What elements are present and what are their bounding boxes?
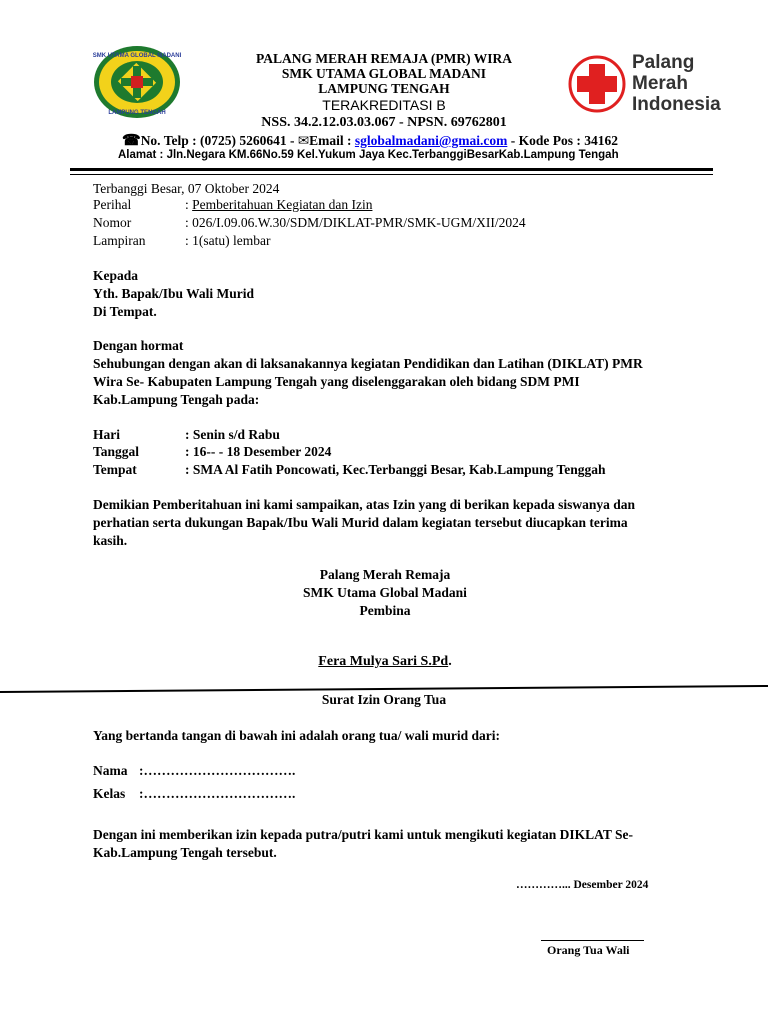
addressee-2: Yth. Bapak/Ibu Wali Murid: [93, 286, 255, 301]
letterhead: [184, 51, 584, 96]
perihal-colon: :: [185, 197, 193, 212]
nama-row: [93, 763, 295, 779]
nomor-value: 026/I.09.06.W.30/SDM/DIKLAT-PMR/SMK-UGM/XII/2024: [192, 215, 526, 230]
sig-org: Palang Merah Remaja: [319, 567, 451, 582]
signer-dot: .: [448, 654, 452, 669]
contact-line: [122, 131, 618, 150]
body-line-3: Kab.Lampung Tengah pada:: [93, 392, 260, 407]
closing-line-2: perhatian serta dukungan Bapak/Ibu Wali Murid dalam kegiatan tersebut diucapkan terima: [93, 515, 628, 530]
place-date: Terbanggi Besar, 07 Oktober 2024: [93, 181, 280, 196]
phone-text: No. Telp : (0725) 5260641 -: [140, 133, 298, 148]
permit-title: Surat Izin Orang Tua: [321, 692, 447, 707]
pmi-line2: Merah: [632, 73, 688, 94]
body-line-1: Sehubungan dengan akan di laksanakannya kegiatan Pendidikan dan Latihan (DIKLAT) PMR: [93, 356, 643, 371]
school-name: SMK UTAMA GLOBAL MADANI: [281, 66, 487, 81]
closing-line-3: kasih.: [93, 533, 128, 548]
perihal-label: Perihal: [93, 197, 132, 212]
signer-name: Fera Mulya Sari S.Pd: [318, 654, 449, 669]
hari-row: [93, 427, 280, 443]
guardian-sign-line: [541, 940, 644, 941]
hari-value: Senin s/d Rabu: [192, 427, 280, 442]
org-name: PALANG MERAH REMAJA (PMR) WIRA: [256, 51, 512, 66]
nama-field: :…………………………….: [139, 763, 296, 778]
lampiran-colon: :: [185, 233, 193, 248]
sig-school: SMK Utama Global Madani: [303, 585, 467, 600]
pmi-line1: Palang: [632, 52, 695, 73]
phone-icon: ☎: [122, 133, 141, 149]
school-logo: [92, 44, 182, 120]
lampiran-label: Lampiran: [93, 233, 146, 248]
logo-text-top: SMK UTAMA GLOBAL MADANI: [92, 53, 182, 59]
address: Alamat : Jln.Negara KM.66No.59 Kel.Yukum Jaya Kec.TerbanggiBesarKab.Lampung Tengah: [118, 149, 619, 161]
tempat-label: Tempat: [93, 462, 137, 477]
header-rule-thick: [70, 168, 713, 171]
tanggal-label: Tanggal: [93, 444, 140, 459]
nomor-label: Nomor: [93, 215, 132, 230]
tanggal-row: [93, 444, 331, 460]
nomor-colon: :: [185, 215, 193, 230]
kelas-label: Kelas: [93, 786, 126, 801]
nss-npsn: NSS. 34.2.12.03.03.067 - NPSN. 69762801: [261, 115, 507, 130]
tempat-row: [93, 462, 606, 478]
pmi-line3: Indonesia: [632, 94, 721, 115]
greeting: Dengan hormat: [93, 338, 184, 353]
perihal-row: [93, 197, 372, 213]
tanggal-value: 16-- - 18 Desember 2024: [192, 444, 332, 459]
addressee-1: Kepada: [93, 268, 139, 283]
postal-code: - Kode Pos : 34162: [507, 133, 618, 148]
signer-name-line: [270, 654, 500, 670]
header-rule-thin: [70, 174, 713, 175]
perihal-value: Pemberitahuan Kegiatan dan Izin: [192, 197, 373, 212]
hari-colon: :: [185, 427, 193, 442]
email-link[interactable]: sglobalmadani@gmai.com: [354, 133, 508, 148]
closing-line-1: Demikian Pemberitahuan ini kami sampaikan, atas Izin yang di berikan kepada siswanya dan: [93, 497, 635, 512]
lampiran-value: 1(satu) lembar: [192, 233, 271, 248]
body-line-2: Wira Se- Kabupaten Lampung Tengah yang diselenggarakan oleh bidang SDM PMI: [93, 374, 580, 389]
lampiran-row: [93, 233, 270, 249]
pmi-logo-text: [632, 52, 721, 115]
sig-role: Pembina: [359, 603, 411, 618]
email-label: Email :: [309, 133, 355, 148]
region-name: LAMPUNG TENGAH: [318, 81, 450, 96]
kelas-row: [93, 786, 295, 802]
email-icon: ✉: [297, 133, 310, 148]
consent-line-2: Kab.Lampung Tengah tersebut.: [93, 845, 277, 860]
permit-date: …………... Desember 2024: [516, 879, 649, 891]
accreditation: TERAKREDITASI B: [322, 97, 446, 113]
addressee-3: Di Tempat.: [93, 304, 157, 319]
tempat-colon: :: [185, 462, 193, 477]
consent-line-1: Dengan ini memberikan izin kepada putra/putri kami untuk mengikuti kegiatan DIKLAT Se-: [93, 827, 633, 842]
tanggal-colon: :: [185, 444, 193, 459]
hari-label: Hari: [93, 427, 120, 442]
kelas-field: :…………………………….: [139, 786, 296, 801]
permit-intro: Yang bertanda tangan di bawah ini adalah orang tua/ wali murid dari:: [93, 728, 500, 743]
logo-text-bottom: LAMPUNG TENGAH: [108, 110, 166, 116]
tempat-value: SMA Al Fatih Poncowati, Kec.Terbanggi Besar, Kab.Lampung Tenggah: [192, 462, 606, 477]
nomor-row: [93, 215, 526, 231]
nama-label: Nama: [93, 763, 128, 778]
signature-block: [270, 566, 500, 620]
guardian-label: Orang Tua Wali: [547, 943, 630, 957]
